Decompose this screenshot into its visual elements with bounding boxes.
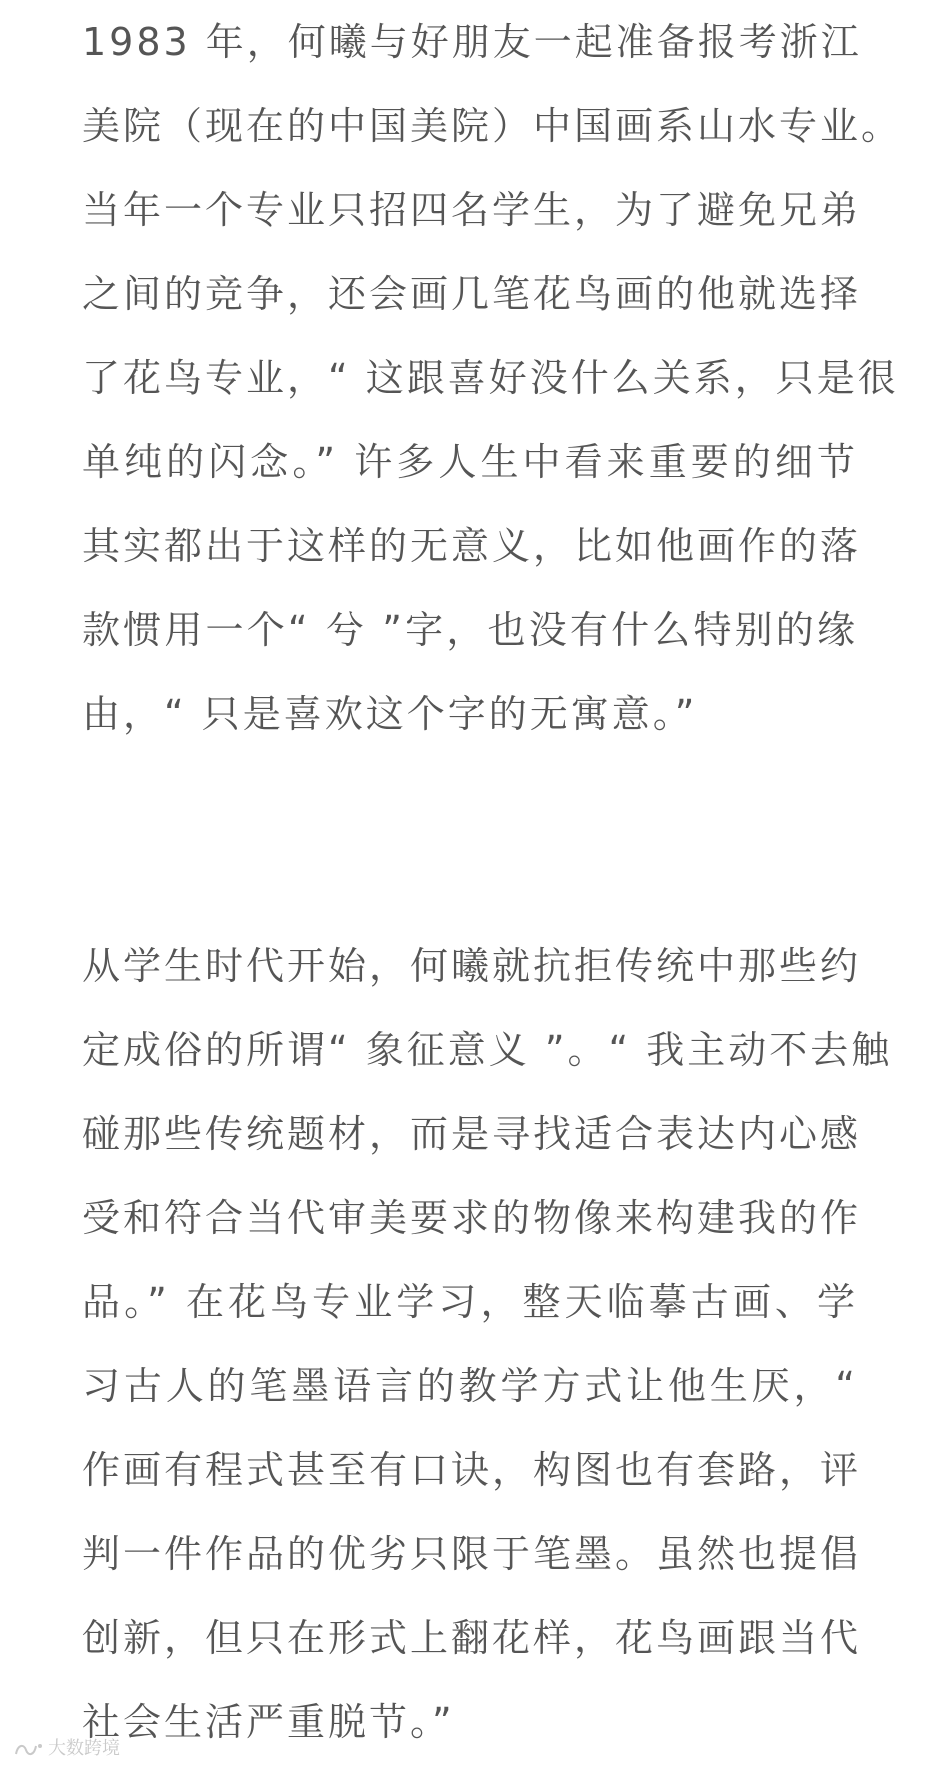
text-line: 当年一个专业只招四名学生，为了避免兄弟 <box>82 188 862 232</box>
paragraph-spacer <box>82 756 858 924</box>
paragraph-1 <box>82 0 903 756</box>
watermark <box>14 1738 120 1760</box>
text-line: 其实都出于这样的无意义，比如他画作的落 <box>82 524 862 568</box>
text-line: 习古人的笔墨语言的教学方式让他生厌，“ <box>82 1364 858 1408</box>
article-body <box>82 0 903 1764</box>
text-line: 作画有程式甚至有口诀，构图也有套路，评 <box>82 1448 862 1492</box>
text-line: 定成俗的所谓“ 象征意义 ”。“ 我主动不去触 <box>82 1028 893 1072</box>
text-line: 由，“ 只是喜欢这个字的无寓意。” <box>82 692 698 736</box>
paragraph-2 <box>82 924 893 1764</box>
text-line: 判一件作品的优劣只限于笔墨。虽然也提倡 <box>82 1532 862 1576</box>
watermark-text: 大数跨境 <box>48 1738 120 1759</box>
text-line: 美院（现在的中国美院）中国画系山水专业。 <box>82 104 903 148</box>
text-line: 社会生活严重脱节。” <box>82 1700 455 1744</box>
text-line: 1983 年，何曦与好朋友一起准备报考浙江 <box>82 20 862 64</box>
text-line: 创新，但只在形式上翻花样，花鸟画跟当代 <box>82 1616 862 1660</box>
text-line: 款惯用一个“ 兮 ”字，也没有什么特别的缘 <box>82 608 858 652</box>
brand-logo-icon <box>14 1740 44 1758</box>
text-line: 碰那些传统题材，而是寻找适合表达内心感 <box>82 1112 862 1156</box>
text-line: 之间的竞争，还会画几笔花鸟画的他就选择 <box>82 272 862 316</box>
text-line: 受和符合当代审美要求的物像来构建我的作 <box>82 1196 862 1240</box>
text-line: 了花鸟专业，“ 这跟喜好没什么关系，只是很 <box>82 356 899 400</box>
text-line: 单纯的闪念。” 许多人生中看来重要的细节 <box>82 440 858 484</box>
text-line: 品。” 在花鸟专业学习，整天临摹古画、学 <box>82 1280 858 1324</box>
text-line: 从学生时代开始，何曦就抗拒传统中那些约 <box>82 944 862 988</box>
